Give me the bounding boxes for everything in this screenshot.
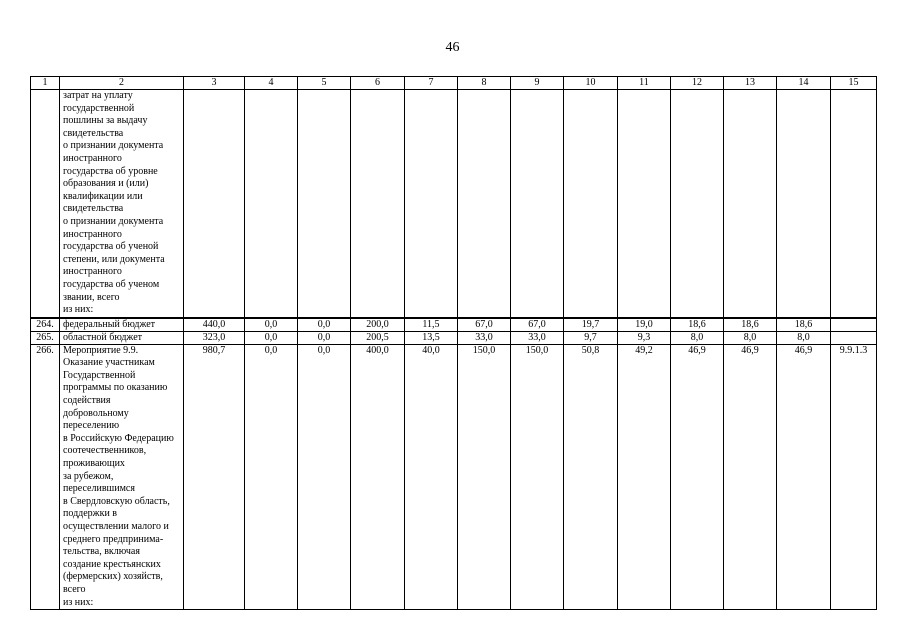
description-line: (фермерских) хозяйств, — [63, 571, 163, 583]
cell-value — [564, 90, 618, 318]
cell-value: 46,9 — [724, 344, 777, 609]
description-line: в Российскую Федерацию — [63, 432, 174, 444]
cell-value: 980,7 — [184, 344, 245, 609]
description-line: о признании документа — [63, 215, 164, 227]
description-line: среднего предпринима- — [63, 533, 164, 545]
row-number: 266. — [31, 344, 60, 609]
cell-value — [458, 90, 511, 318]
column-header: 12 — [671, 77, 724, 90]
cell-value: 200,0 — [351, 318, 405, 332]
description-line: содействия — [63, 395, 111, 407]
description-line: тельства, включая — [63, 546, 140, 558]
description-line: переселению — [63, 420, 120, 432]
cell-value: 400,0 — [351, 344, 405, 609]
cell-value: 33,0 — [511, 331, 564, 344]
description-line: звании, всего — [63, 291, 120, 303]
column-header: 11 — [618, 77, 671, 90]
cell-value — [777, 90, 831, 318]
cell-value — [511, 90, 564, 318]
column-header: 13 — [724, 77, 777, 90]
cell-value: 8,0 — [777, 331, 831, 344]
cell-value: 0,0 — [245, 318, 298, 332]
cell-value: 200,5 — [351, 331, 405, 344]
description-line: переселившимся — [63, 483, 135, 495]
description-line: свидетельства — [63, 127, 124, 139]
cell-value: 0,0 — [298, 331, 351, 344]
cell-value — [724, 90, 777, 318]
cell-value: 9,3 — [618, 331, 671, 344]
description-line: программы по оказанию — [63, 382, 168, 394]
cell-value — [298, 90, 351, 318]
column-header: 1 — [31, 77, 60, 90]
description-line: государства об ученой — [63, 241, 159, 253]
cell-value: 18,6 — [724, 318, 777, 332]
cell-value — [831, 318, 877, 332]
description-line: государственной — [63, 102, 135, 114]
cell-value: 18,6 — [777, 318, 831, 332]
description-line: Оказание участникам — [63, 357, 155, 369]
row-description — [60, 344, 184, 609]
column-number-row — [31, 77, 877, 90]
column-header: 8 — [458, 77, 511, 90]
column-header: 14 — [777, 77, 831, 90]
cell-value: 67,0 — [511, 318, 564, 332]
cell-value: 9.9.1.3 — [831, 344, 877, 609]
column-header: 3 — [184, 77, 245, 90]
description-line: в Свердловскую область, — [63, 495, 170, 507]
description-line: соотечественников, — [63, 445, 147, 457]
description-line: за рубежом, — [63, 470, 114, 482]
column-header: 7 — [405, 77, 458, 90]
table-row — [31, 331, 877, 344]
description-line: степени, или документа — [63, 253, 165, 265]
description-line: о признании документа — [63, 140, 164, 152]
cell-value — [184, 90, 245, 318]
column-header: 6 — [351, 77, 405, 90]
cell-value: 9,7 — [564, 331, 618, 344]
description-line: добровольному — [63, 407, 129, 419]
row-number: 264. — [31, 318, 60, 332]
cell-value: 19,0 — [618, 318, 671, 332]
cell-value: 0,0 — [245, 344, 298, 609]
cell-value: 150,0 — [511, 344, 564, 609]
description-line: осуществлении малого и — [63, 521, 169, 532]
row-number — [31, 90, 60, 318]
table-row — [31, 90, 877, 318]
cell-value — [831, 331, 877, 344]
cell-value — [618, 90, 671, 318]
cell-value — [831, 90, 877, 318]
cell-value: 33,0 — [458, 331, 511, 344]
page-number: 46 — [445, 40, 460, 55]
row-number: 265. — [31, 331, 60, 344]
cell-value: 0,0 — [298, 344, 351, 609]
cell-value: 19,7 — [564, 318, 618, 332]
cell-value — [671, 90, 724, 318]
cell-value: 13,5 — [405, 331, 458, 344]
cell-value: 67,0 — [458, 318, 511, 332]
description-line: иностранного — [63, 152, 122, 164]
cell-value: 11,5 — [405, 318, 458, 332]
column-header: 5 — [298, 77, 351, 90]
description-line: проживающих — [63, 458, 125, 470]
cell-value: 8,0 — [671, 331, 724, 344]
description-line: иностранного — [63, 228, 122, 240]
cell-value: 18,6 — [671, 318, 724, 332]
description-line: пошлины за выдачу — [63, 115, 148, 127]
budget-table — [30, 76, 877, 610]
cell-value — [405, 90, 458, 318]
row-description: областной бюджет — [60, 331, 184, 344]
cell-value — [245, 90, 298, 318]
description-line: квалификации или — [63, 190, 143, 202]
cell-value: 0,0 — [245, 331, 298, 344]
column-header: 2 — [60, 77, 184, 90]
cell-value: 50,8 — [564, 344, 618, 609]
description-line: государства об ученом — [63, 278, 160, 290]
cell-value: 0,0 — [298, 318, 351, 332]
description-line: поддержки в — [63, 508, 118, 520]
cell-value: 150,0 — [458, 344, 511, 609]
column-header: 9 — [511, 77, 564, 90]
cell-value: 49,2 — [618, 344, 671, 609]
row-description — [60, 90, 184, 318]
description-line: образования и (или) — [63, 178, 149, 190]
description-line: из них: — [63, 304, 94, 316]
column-header: 10 — [564, 77, 618, 90]
description-line: государства об уровне — [63, 165, 158, 177]
cell-value: 8,0 — [724, 331, 777, 344]
description-line: Государственной — [63, 369, 136, 381]
cell-value: 440,0 — [184, 318, 245, 332]
description-line: затрат на уплату — [63, 90, 133, 101]
cell-value — [351, 90, 405, 318]
column-header: 4 — [245, 77, 298, 90]
description-line: из них: — [63, 596, 94, 608]
description-line: всего — [63, 583, 86, 595]
column-header: 15 — [831, 77, 877, 90]
description-line: создание крестьянских — [63, 558, 161, 570]
row-description: федеральный бюджет — [60, 318, 184, 332]
description-line: Мероприятие 9.9. — [63, 344, 139, 356]
table-row — [31, 344, 877, 609]
cell-value: 40,0 — [405, 344, 458, 609]
cell-value: 323,0 — [184, 331, 245, 344]
cell-value: 46,9 — [777, 344, 831, 609]
description-line: свидетельства — [63, 203, 124, 215]
cell-value: 46,9 — [671, 344, 724, 609]
table-row — [31, 318, 877, 332]
description-line: иностранного — [63, 266, 122, 278]
